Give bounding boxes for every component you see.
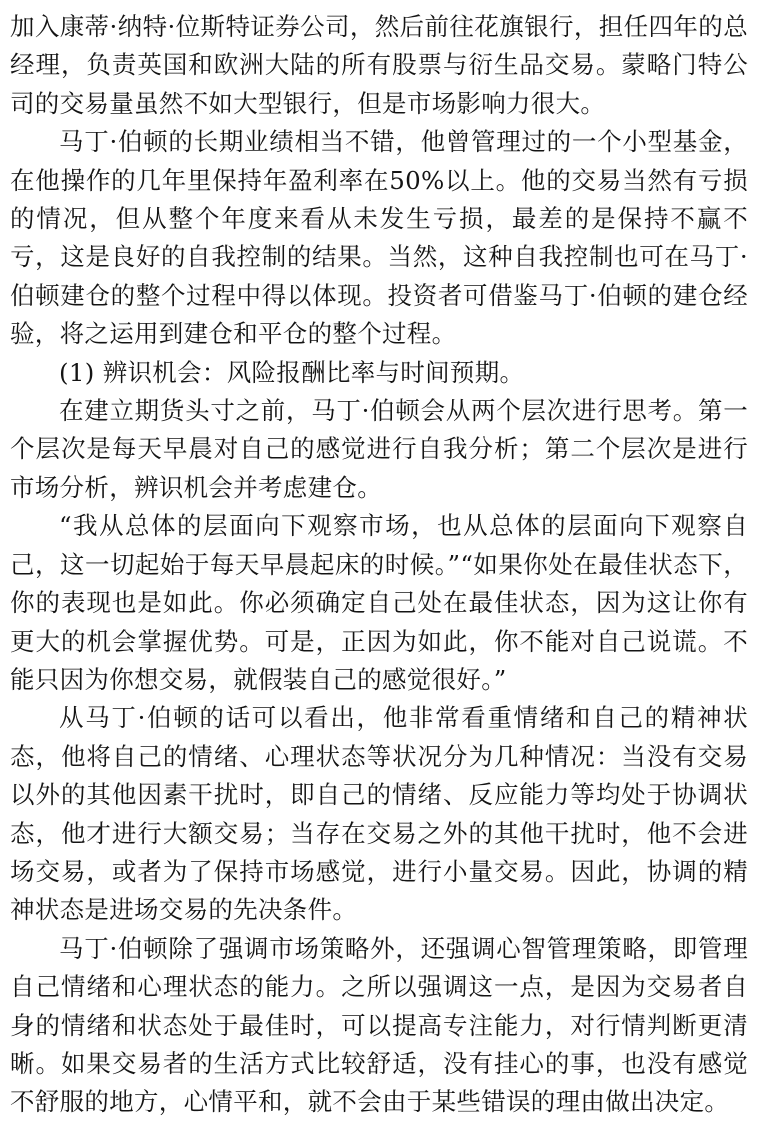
paragraph-5: 马丁·伯顿除了强调市场策略外，还强调心智管理策略，即管理自己情绪和心理状态的能力。之所以强调这一点，是因为交易者自身的情绪和状态处于最佳时，可以提高专注能力，对行情判断更清晰。如果交易者的生活方式比较舒适，没有挂心的事，也没有感觉不舒服的地方，心情平和，就不会由于某些错误的理由做出决定。 — [10, 933, 748, 1117]
quote-paragraph: “我从总体的层面向下观察市场，也从总体的层面向下观察自己，这一切起始于每天早晨起床的时候。”“如果你处在最佳状态下，你的表现也是如此。你必须确定自己处在最佳状态，因为这让你有更大的机会掌握优势。可是，正因为如此，你不能对自己说谎。不能只因为你想交易，就假装自己的感觉很好。” — [10, 511, 748, 694]
paragraph-2: 马丁·伯顿的长期业绩相当不错，他曾管理过的一个小型基金，在他操作的几年里保持年盈利率在50%以上。他的交易当然有亏损的情况，但从整个年度来看从未发生亏损，最差的是保持不赢不亏，这是良好的自我控制的结果。当然，这种自我控制也可在马丁·伯顿建仓的整个过程中得以体现。投资者可借鉴马丁·伯顿的建仓经验，将之运用到建仓和平仓的整个过程。 — [10, 127, 748, 349]
section-heading: (1) 辨识机会：风险报酬比率与时间预期。 — [59, 357, 525, 387]
paragraph-4: 从马丁·伯顿的话可以看出，他非常看重情绪和自己的精神状态，他将自己的情绪、心理状态等状况分为几种情况：当没有交易以外的其他因素干扰时，即自己的情绪、反应能力等均处于协调状态，他才进行大额交易；当存在交易之外的其他干扰时，他不会进场交易，或者为了保持市场感觉，进行小量交易。因此，协调的精神状态是进场交易的先决条件。 — [10, 703, 748, 925]
paragraph-3: 在建立期货头寸之前，马丁·伯顿会从两个层次进行思考。第一个层次是每天早晨对自己的感觉进行自我分析；第二个层次是进行市场分析，辨识机会并考虑建仓。 — [10, 396, 748, 502]
paragraph-1: 加入康蒂·纳特·位斯特证券公司，然后前往花旗银行，担任四年的总经理，负责英国和欧洲大陆的所有股票与衍生品交易。蒙略门特公司的交易量虽然不如大型银行，但是市场影响力很大。 — [10, 12, 748, 118]
